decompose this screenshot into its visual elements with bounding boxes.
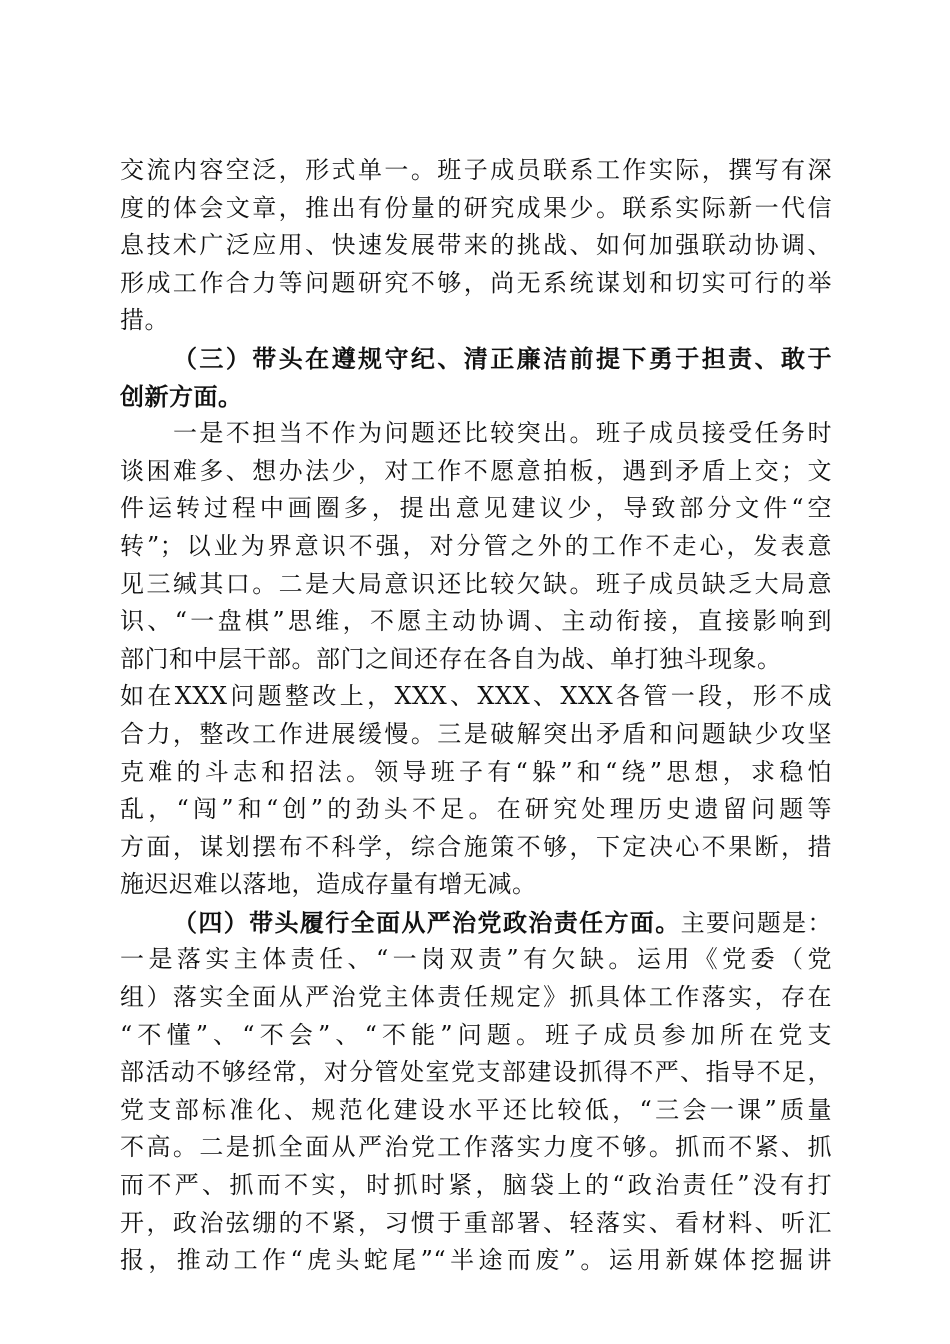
text-line: 交流内容空泛，形式单一。班子成员联系工作实际，撰写有深 (120, 156, 832, 184)
section-heading-three: （三）带头在遵规守纪、清正廉洁前提下勇于担责、敢于 (173, 343, 832, 373)
text-line: 不高。二是抓全面从严治党工作落实力度不够。抓而不紧、抓 (120, 1133, 832, 1162)
text-line: 措。 (120, 306, 169, 335)
section-heading-four-line (120, 904, 832, 942)
text-span: 主要问题是： (680, 908, 833, 937)
text-line: 施迟迟难以落地，造成存量有增无减。 (120, 870, 537, 899)
text-line: 如在XXX问题整改上，XXX、XXX、XXX各管一段，形不成 (120, 682, 832, 711)
text-line: 形成工作合力等问题研究不够，尚无系统谋划和切实可行的举 (120, 268, 832, 297)
text-line: 见三缄其口。二是大局意识还比较欠缺。班子成员缺乏大局意 (120, 569, 832, 598)
text-line: “不懂”、“不会”、“不能”问题。班子成员参加所在党支 (120, 1020, 832, 1049)
text-line: 部活动不够经常，对分管处室党支部建设抓得不严、指导不足， (120, 1058, 832, 1087)
text-line: 而不严、抓而不实，时抓时紧，脑袋上的“政治责任”没有打 (120, 1171, 832, 1200)
text-line: 部门和中层干部。部门之间还存在各自为战、单打独斗现象。 (120, 644, 782, 673)
text-line: 一是不担当不作为问题还比较突出。班子成员接受任务时 (173, 419, 832, 448)
text-line: 件运转过程中画圈多，提出意见建议少，导致部分文件“空 (120, 494, 832, 523)
text-line: 乱，“闯”和“创”的劲头不足。在研究处理历史遗留问题等 (120, 795, 832, 824)
text-line: 组）落实全面从严治党主体责任规定》抓具体工作落实，存在 (120, 983, 832, 1012)
text-line: 开，政治弦绷的不紧，习惯于重部署、轻落实、看材料、听汇 (120, 1208, 832, 1237)
text-line: 方面，谋划摆布不科学，综合施策不够，下定决心不果断，措 (120, 832, 832, 861)
text-line: 度的体会文章，推出有份量的研究成果少。联系实际新一代信 (120, 193, 832, 222)
text-line: 党支部标准化、规范化建设水平还比较低，“三会一课”质量 (120, 1095, 832, 1124)
section-heading-four: （四）带头履行全面从严治党政治责任方面。 (173, 907, 681, 937)
text-line: 一是落实主体责任、“一岗双责”有欠缺。运用《党委（党 (120, 945, 832, 974)
text-line: 转”；以业为界意识不强，对分管之外的工作不走心，发表意 (120, 531, 832, 560)
text-line: 谈困难多、想办法少，对工作不愿意拍板，遇到矛盾上交；文 (120, 456, 832, 485)
text-line: 识、“一盘棋”思维，不愿主动协调、主动衔接，直接影响到 (120, 607, 832, 636)
text-line: 息技术广泛应用、快速发展带来的挑战、如何加强联动协调、 (120, 231, 832, 260)
text-line: 报，推动工作“虎头蛇尾”“半途而废”。运用新媒体挖掘讲 (120, 1246, 832, 1275)
text-line: 合力，整改工作进展缓慢。三是破解突出矛盾和问题缺少攻坚 (120, 719, 832, 748)
document-body (120, 152, 832, 1280)
text-line: 克难的斗志和招法。领导班子有“躲”和“绕”思想，求稳怕 (120, 757, 832, 786)
section-heading-three-cont: 创新方面。 (120, 381, 243, 411)
